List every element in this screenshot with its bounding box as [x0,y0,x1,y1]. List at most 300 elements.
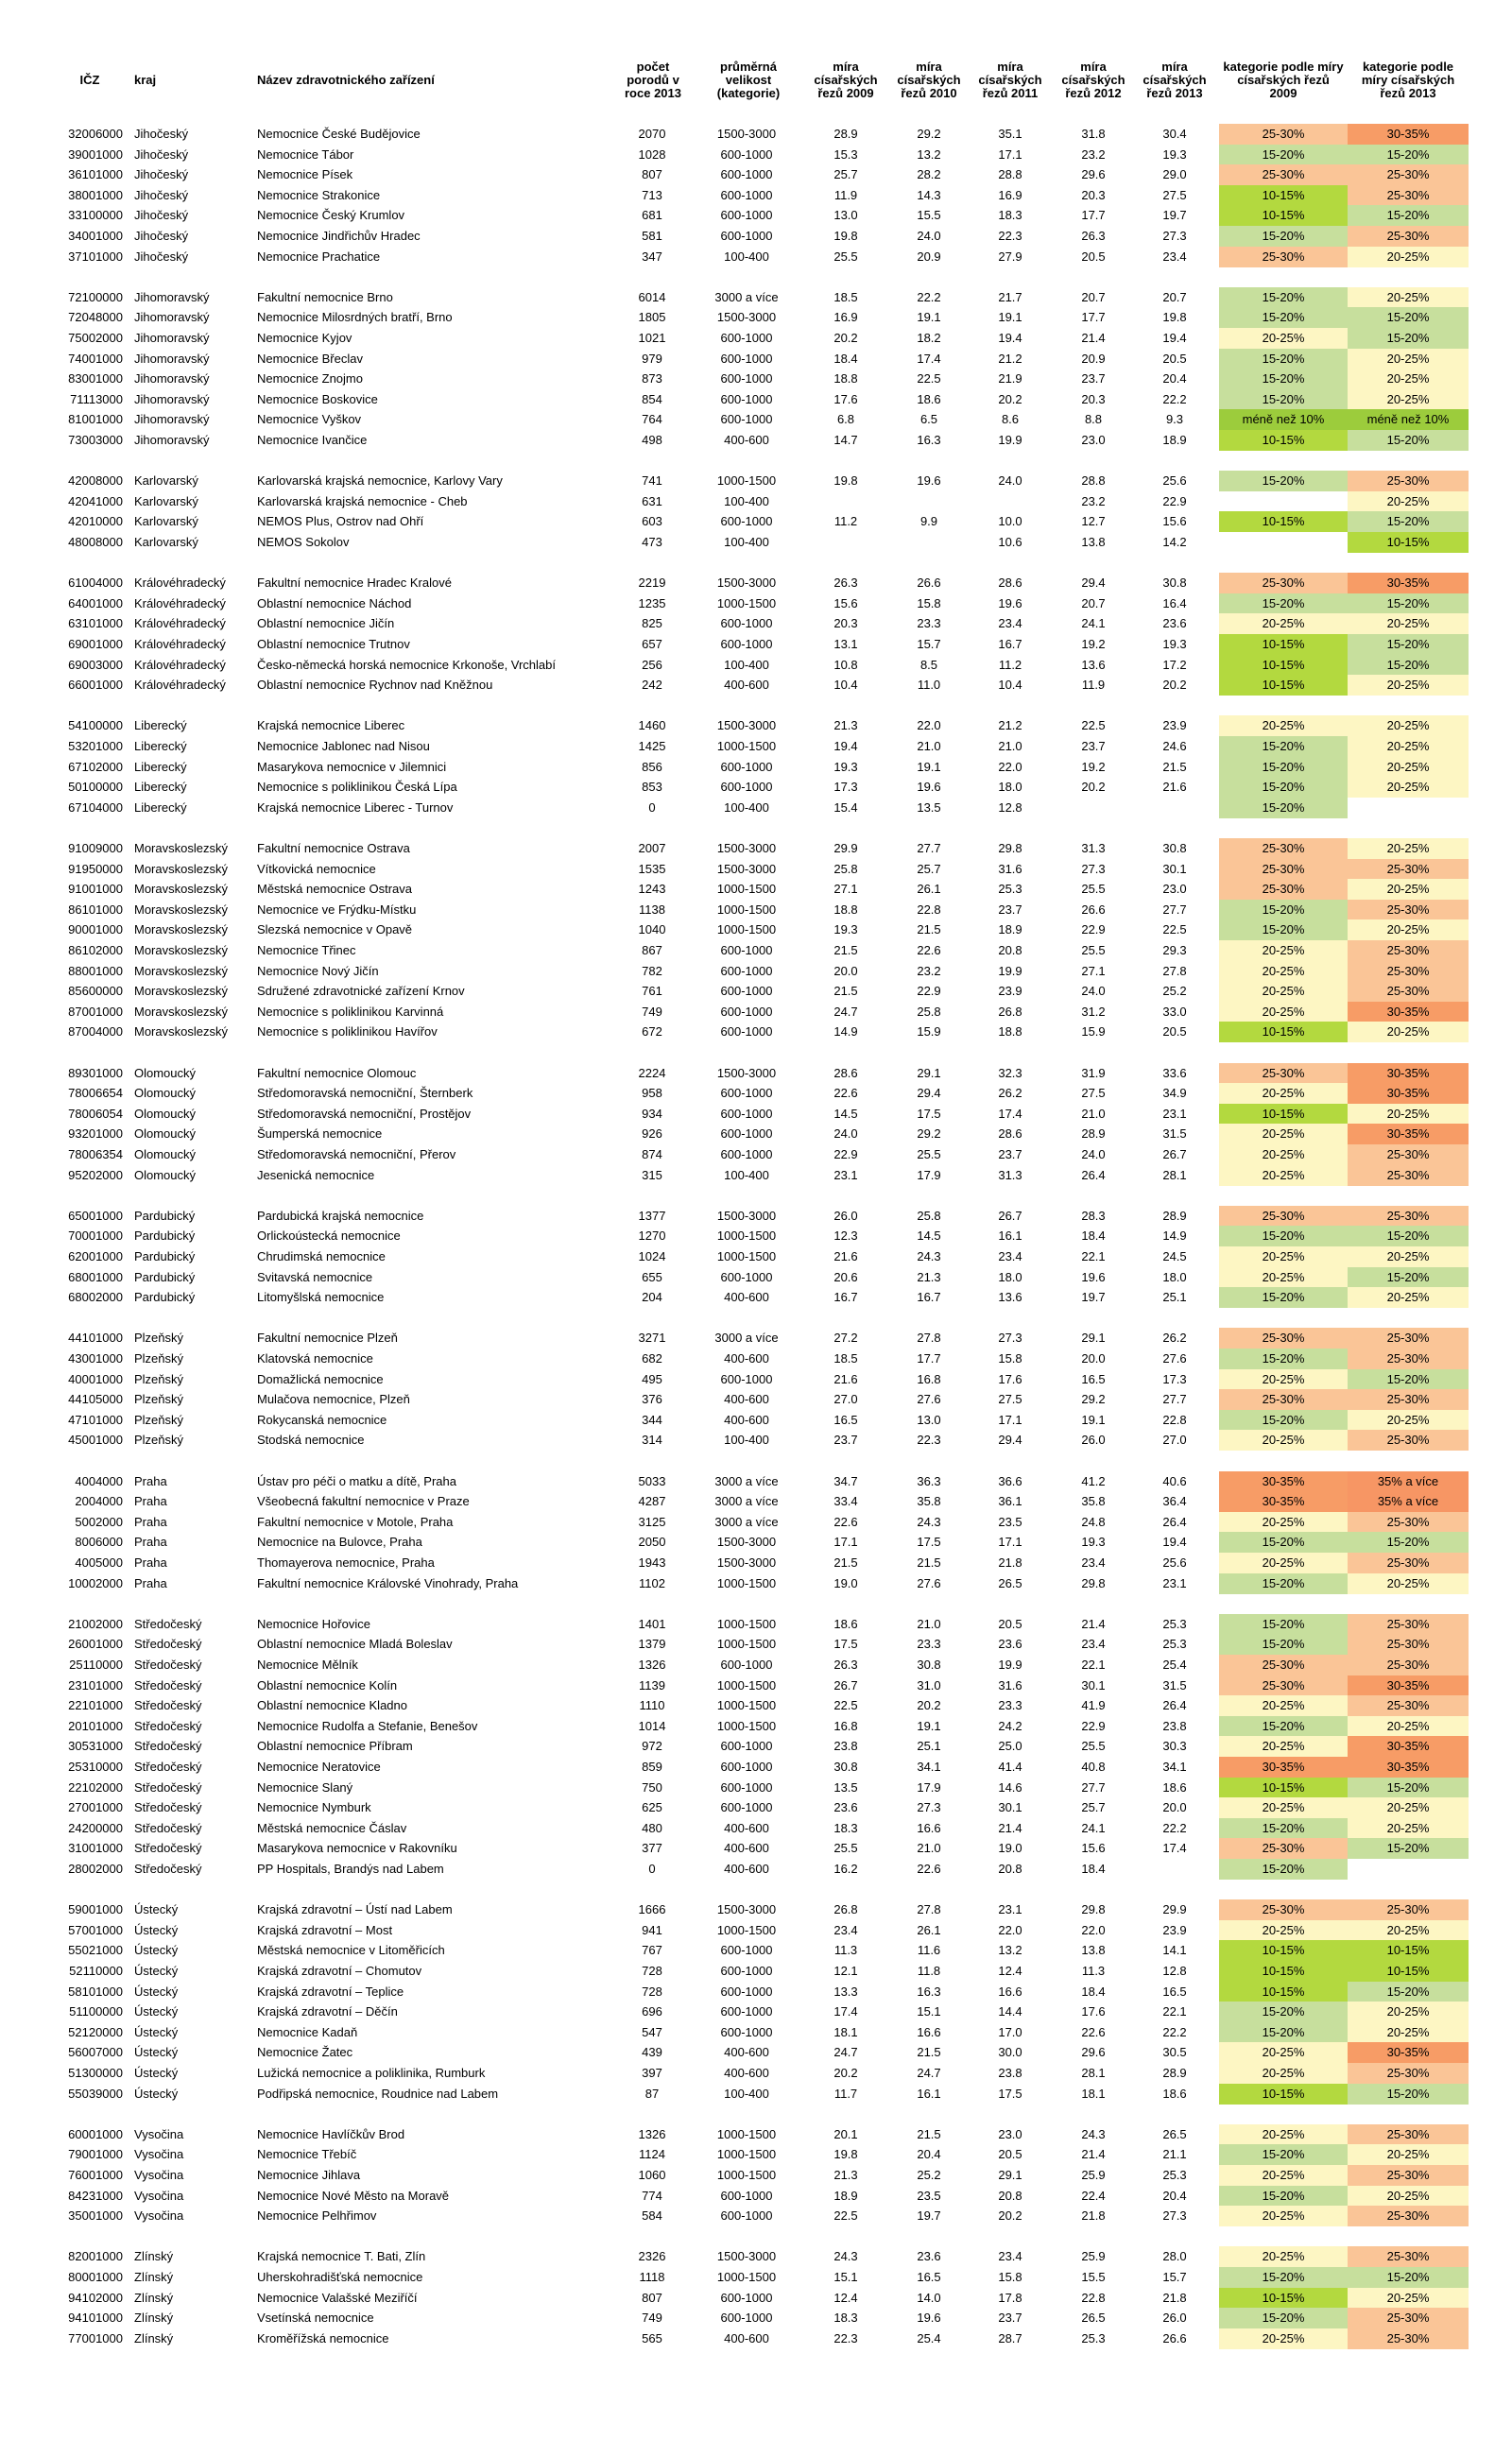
table-row [0,226,1512,247]
cell-mira-2012: 18.1 [1081,2086,1106,2101]
cell-kraj: Liberecký [134,759,187,774]
cell-kategorie-2013: 15-20% [1348,2267,1469,2288]
cell-mira-2011: 26.8 [998,1004,1022,1019]
cell-mira-2011: 23.4 [998,616,1022,631]
cell-kraj: Jihomoravský [134,371,210,387]
cell-icz: 62001000 [68,1249,123,1263]
cell-mira-2011: 36.1 [998,1494,1022,1509]
cell-kraj: Liberecký [134,780,187,795]
table-row [0,1226,1512,1246]
cell-icz: 67104000 [68,799,123,815]
cell-velikost: 1500-3000 [716,1902,777,1917]
cell-mira-2010: 35.8 [917,1494,941,1509]
cell-mira-2010: 13.0 [917,1412,941,1427]
cell-kategorie-2009: 15-20% [1219,736,1348,757]
cell-nazev: Orlickoústecká nemocnice [257,1228,401,1244]
cell-nazev: Nemocnice Znojmo [257,371,363,387]
cell-kategorie-2013: 25-30% [1348,1389,1469,1410]
cell-nazev: Nemocnice Milosrdných bratří, Brno [257,310,453,325]
table-row [0,2022,1512,2043]
cell-mira-2009: 20.0 [833,963,858,978]
cell-velikost: 600-1000 [720,1126,773,1142]
cell-kraj: Ústecký [134,2024,179,2039]
cell-nazev: Krajská zdravotní – Most [257,1922,393,1937]
cell-mira-2010: 19.7 [917,2208,941,2224]
cell-kategorie-2009: 20-25% [1219,2165,1348,2186]
cell-mira-2012: 22.1 [1081,1658,1106,1672]
cell-mira-2013: 36.4 [1162,1494,1187,1509]
cell-velikost: 3000 a více [714,1514,779,1529]
cell-icz: 88001000 [68,963,123,978]
cell-kategorie-2013: 20-25% [1348,613,1469,634]
cell-mira-2013: 23.6 [1162,616,1187,631]
cell-mira-2012: 23.0 [1081,433,1106,447]
cell-mira-2012: 26.4 [1081,1167,1106,1182]
cell-kraj: Ústecký [134,1984,179,1999]
cell-porody: 3271 [638,1331,666,1346]
cell-porody: 1014 [638,1718,666,1733]
table-row [0,328,1512,349]
cell-mira-2013: 17.3 [1162,1371,1187,1386]
cell-porody: 972 [642,1739,662,1754]
cell-kategorie-2009: 10-15% [1219,634,1348,655]
cell-nazev: Městská nemocnice v Litoměřicích [257,1943,445,1958]
cell-mira-2012: 35.8 [1081,1494,1106,1509]
cell-nazev: Oblastní nemocnice Kladno [257,1698,407,1713]
cell-mira-2012 [1056,798,1131,818]
cell-kategorie-2013: 25-30% [1348,961,1469,982]
cell-mira-2010: 30.8 [917,1658,941,1672]
cell-porody: 749 [642,2311,662,2326]
cell-mira-2012: 17.6 [1081,2004,1106,2019]
cell-velikost: 1000-1500 [716,1228,777,1244]
cell-mira-2011: 17.8 [998,2290,1022,2305]
table-row [0,1206,1512,1227]
table-row [0,777,1512,798]
cell-mira-2009: 23.8 [833,1739,858,1754]
cell-mira-2011: 20.2 [998,2208,1022,2224]
cell-nazev: Nemocnice Neratovice [257,1760,381,1774]
cell-mira-2011: 11.2 [998,657,1022,672]
cell-nazev: Oblastní nemocnice Kolín [257,1677,398,1692]
cell-mira-2012: 20.9 [1081,351,1106,366]
cell-velikost: 600-1000 [720,2024,773,2039]
cell-mira-2010: 19.6 [917,780,941,795]
cell-nazev: Stodská nemocnice [257,1433,365,1448]
cell-mira-2013: 28.1 [1162,1167,1187,1182]
cell-porody: 377 [642,1841,662,1856]
cell-mira-2011: 23.7 [998,902,1022,917]
cell-velikost: 400-600 [724,1841,769,1856]
cell-mira-2009: 6.8 [836,412,855,427]
cell-mira-2013: 26.4 [1162,1514,1187,1529]
cell-kategorie-2009: 10-15% [1219,1940,1348,1961]
cell-mira-2011: 31.3 [998,1167,1022,1182]
cell-icz: 52120000 [68,2024,123,2039]
cell-mira-2013: 31.5 [1162,1677,1187,1692]
cell-mira-2011: 23.7 [998,2311,1022,2326]
cell-kraj: Královéhradecký [134,616,226,631]
cell-mira-2012: 29.4 [1081,576,1106,591]
cell-kategorie-2013: 30-35% [1348,1002,1469,1022]
cell-mira-2009: 20.2 [833,2066,858,2080]
cell-velikost: 1500-3000 [716,1065,777,1080]
cell-mira-2009: 25.7 [833,167,858,182]
table-row [0,2002,1512,2022]
cell-nazev: Klatovská nemocnice [257,1351,373,1366]
cell-icz: 32006000 [68,127,123,141]
cell-kraj: Moravskoslezský [134,1024,228,1040]
cell-mira-2012: 20.3 [1081,391,1106,406]
table-row [0,1634,1512,1655]
cell-velikost: 600-1000 [720,1739,773,1754]
cell-mira-2013: 26.6 [1162,2330,1187,2345]
cell-mira-2012: 20.7 [1081,595,1106,610]
cell-kategorie-2013: 10-15% [1348,1940,1469,1961]
cell-nazev: Šumperská nemocnice [257,1126,383,1142]
table-row [0,1675,1512,1696]
cell-velikost: 600-1000 [720,371,773,387]
cell-nazev: Pardubická krajská nemocnice [257,1208,424,1223]
cell-kategorie-2009: 10-15% [1219,1982,1348,2002]
cell-icz: 21002000 [68,1616,123,1631]
cell-velikost: 1000-1500 [716,1922,777,1937]
cell-velikost: 100-400 [724,493,769,508]
cell-porody: 764 [642,412,662,427]
cell-nazev: Litomyšlská nemocnice [257,1290,385,1305]
cell-mira-2012: 29.6 [1081,167,1106,182]
cell-kategorie-2009: 15-20% [1219,1532,1348,1553]
table-row [0,1961,1512,1982]
cell-mira-2012: 20.5 [1081,249,1106,264]
cell-velikost: 100-400 [724,799,769,815]
cell-velikost: 400-600 [724,1862,769,1876]
cell-mira-2012: 17.7 [1081,208,1106,223]
cell-mira-2012: 25.9 [1081,2249,1106,2264]
cell-mira-2009: 33.4 [833,1494,858,1509]
table-row [0,2042,1512,2063]
cell-icz: 73003000 [68,433,123,447]
cell-kategorie-2009: 20-25% [1219,1267,1348,1288]
cell-mira-2011: 31.6 [998,1677,1022,1692]
cell-velikost: 1500-3000 [716,2249,777,2264]
cell-mira-2009: 22.3 [833,2330,858,2345]
cell-mira-2011: 20.5 [998,1616,1022,1631]
cell-mira-2009: 25.8 [833,861,858,876]
cell-icz: 95202000 [68,1167,123,1182]
cell-nazev: Nemocnice ve Frýdku-Místku [257,902,417,917]
cell-porody: 1377 [638,1208,666,1223]
cell-mira-2013: 15.7 [1162,2270,1187,2284]
cell-kategorie-2013: 20-25% [1348,349,1469,369]
cell-nazev: Nemocnice Strakonice [257,187,381,202]
cell-mira-2013: 31.5 [1162,1126,1187,1142]
cell-kategorie-2009: 15-20% [1219,1716,1348,1737]
cell-mira-2010: 14.0 [917,2290,941,2305]
cell-nazev: Městská nemocnice Ostrava [257,882,413,897]
cell-porody: 2070 [638,127,666,141]
cell-kraj: Ústecký [134,1943,179,1958]
cell-mira-2013: 27.7 [1162,1392,1187,1407]
cell-icz: 60001000 [68,2126,123,2141]
cell-mira-2012: 26.0 [1081,1433,1106,1448]
cell-kategorie-2013: 30-35% [1348,1757,1469,1778]
cell-velikost: 600-1000 [720,1760,773,1774]
cell-kraj: Středočeský [134,1616,202,1631]
cell-velikost: 1000-1500 [716,902,777,917]
cell-nazev: Nemocnice Jihlava [257,2168,361,2182]
cell-velikost: 600-1000 [720,637,773,651]
cell-kraj: Středočeský [134,1677,202,1692]
table-row [0,1797,1512,1818]
cell-kraj: Moravskoslezský [134,943,228,957]
cell-icz: 25310000 [68,1760,123,1774]
cell-mira-2011: 26.2 [998,1086,1022,1101]
table-row [0,1940,1512,1961]
table-row [0,634,1512,655]
cell-mira-2011: 17.1 [998,1535,1022,1550]
cell-mira-2013: 18.6 [1162,1779,1187,1795]
cell-mira-2009: 18.3 [833,1820,858,1835]
cell-porody: 854 [642,391,662,406]
cell-mira-2012: 27.3 [1081,861,1106,876]
cell-mira-2011: 30.0 [998,2045,1022,2060]
cell-mira-2013: 30.4 [1162,127,1187,141]
cell-porody: 856 [642,759,662,774]
cell-kategorie-2013: 35% a více [1348,1471,1469,1492]
cell-kategorie-2013: 20-25% [1348,879,1469,900]
table-row [0,961,1512,982]
cell-mira-2013: 23.4 [1162,249,1187,264]
cell-mira-2011: 18.0 [998,1269,1022,1284]
cell-kategorie-2013: 20-25% [1348,757,1469,778]
cell-mira-2009: 18.8 [833,371,858,387]
cell-kategorie-2009: 25-30% [1219,573,1348,593]
cell-kategorie-2013: 25-30% [1348,1634,1469,1655]
cell-nazev: Oblastní nemocnice Příbram [257,1739,413,1754]
cell-kategorie-2009: 15-20% [1219,287,1348,308]
cell-mira-2013: 34.9 [1162,1086,1187,1101]
cell-kategorie-2009: 25-30% [1219,247,1348,267]
cell-kraj: Plzeňský [134,1433,184,1448]
cell-mira-2013: 17.2 [1162,657,1187,672]
cell-kategorie-2013: 15-20% [1348,1226,1469,1246]
cell-mira-2009: 17.3 [833,780,858,795]
cell-mira-2013: 28.9 [1162,2066,1187,2080]
cell-velikost: 1500-3000 [716,1535,777,1550]
cell-porody: 1270 [638,1228,666,1244]
cell-mira-2013: 26.0 [1162,2311,1187,2326]
cell-nazev: Česko-německá horská nemocnice Krkonoše, Vrchlabí [257,657,556,672]
cell-mira-2009: 18.5 [833,1351,858,1366]
cell-mira-2012: 23.4 [1081,1555,1106,1570]
cell-icz: 72100000 [68,289,123,304]
cell-kategorie-2009: 10-15% [1219,655,1348,676]
cell-mira-2011: 23.3 [998,1698,1022,1713]
cell-mira-2013: 25.3 [1162,2168,1187,2182]
cell-mira-2013: 30.1 [1162,861,1187,876]
cell-kategorie-2013: 25-30% [1348,2308,1469,2328]
cell-mira-2012: 30.1 [1081,1677,1106,1692]
cell-kategorie-2009: 20-25% [1219,1246,1348,1267]
cell-icz: 22102000 [68,1779,123,1795]
cell-kategorie-2013: 15-20% [1348,328,1469,349]
cell-mira-2009: 11.3 [833,1943,858,1958]
cell-icz: 35001000 [68,2208,123,2224]
table-row [0,1512,1512,1533]
cell-kategorie-2009: 15-20% [1219,1818,1348,1839]
cell-kategorie-2009: 25-30% [1219,1655,1348,1675]
cell-mira-2013: 21.6 [1162,780,1187,795]
table-row [0,1553,1512,1573]
cell-icz: 20101000 [68,1718,123,1733]
cell-mira-2013: 27.7 [1162,902,1187,917]
cell-velikost: 400-600 [724,1412,769,1427]
cell-mira-2010: 16.8 [917,1371,941,1386]
cell-mira-2012: 17.7 [1081,310,1106,325]
cell-mira-2012: 13.8 [1081,535,1106,549]
cell-porody: 1110 [639,1698,665,1713]
cell-mira-2010: 29.1 [917,1065,941,1080]
cell-kategorie-2013: 25-30% [1348,1165,1469,1186]
cell-mira-2013: 27.0 [1162,1433,1187,1448]
cell-mira-2010: 11.6 [917,1943,941,1958]
cell-kraj: Středočeský [134,1658,202,1672]
cell-mira-2011: 13.2 [998,1943,1022,1958]
cell-velikost: 600-1000 [720,963,773,978]
cell-mira-2010: 24.7 [917,2066,941,2080]
cell-kategorie-2013: 20-25% [1348,675,1469,696]
cell-mira-2009: 20.2 [833,331,858,345]
cell-velikost: 600-1000 [720,351,773,366]
cell-mira-2010: 8.5 [919,657,938,672]
cell-kraj: Zlínský [134,2330,174,2345]
cell-icz: 87004000 [68,1024,123,1040]
cell-porody: 728 [642,1964,662,1978]
cell-mira-2011: 16.1 [998,1228,1022,1244]
cell-mira-2011: 41.4 [998,1760,1022,1774]
table-row [0,1022,1512,1042]
cell-velikost: 1500-3000 [716,861,777,876]
cell-mira-2009: 19.0 [833,1575,858,1590]
cell-porody: 603 [642,514,662,529]
cell-kategorie-2009: 15-20% [1219,1349,1348,1369]
cell-porody: 1326 [638,2126,666,2141]
table-row [0,1063,1512,1084]
cell-mira-2010: 18.2 [917,331,941,345]
cell-nazev: Krajská zdravotní – Teplice [257,1984,404,1999]
cell-mira-2011: 19.9 [998,1658,1022,1672]
cell-kraj: Vysočina [134,2208,184,2224]
cell-icz: 50100000 [68,780,123,795]
cell-kategorie-2013: 25-30% [1348,859,1469,880]
cell-icz: 63101000 [68,616,123,631]
cell-mira-2011: 19.9 [998,433,1022,447]
cell-mira-2011: 29.1 [998,2168,1022,2182]
cell-nazev: Fakultní nemocnice Ostrava [257,841,410,855]
table-row [0,919,1512,940]
cell-velikost: 1000-1500 [716,1677,777,1692]
table-row [0,471,1512,491]
cell-kategorie-2013: 25-30% [1348,185,1469,206]
cell-kraj: Moravskoslezský [134,841,228,855]
table-row [0,369,1512,389]
cell-mira-2012: 20.3 [1081,187,1106,202]
cell-kraj: Ústecký [134,1922,179,1937]
cell-kategorie-2009: 15-20% [1219,1634,1348,1655]
cell-mira-2011: 26.7 [998,1208,1022,1223]
cell-mira-2009: 24.7 [833,1004,858,1019]
cell-kraj: Jihomoravský [134,310,210,325]
cell-icz: 53201000 [68,739,123,753]
cell-icz: 24200000 [68,1820,123,1835]
table-row [0,1246,1512,1267]
cell-mira-2012: 15.9 [1081,1024,1106,1040]
cell-mira-2013: 15.6 [1162,514,1187,529]
table-row [0,981,1512,1002]
cell-nazev: Nemocnice České Budějovice [257,127,421,141]
cell-velikost: 100-400 [724,657,769,672]
cell-mira-2009: 16.7 [833,1290,858,1305]
header-mira-2009: míra císařských řezů 2009 [814,60,878,100]
cell-kategorie-2009: 25-30% [1219,879,1348,900]
cell-kraj: Moravskoslezský [134,861,228,876]
cell-mira-2011: 23.7 [998,1147,1022,1161]
cell-nazev: Nemocnice Žatec [257,2045,353,2060]
cell-kategorie-2009: 25-30% [1219,1328,1348,1349]
cell-porody: 6014 [638,289,666,304]
cell-mira-2009: 30.8 [833,1760,858,1774]
cell-nazev: Fakultní nemocnice Olomouc [257,1065,417,1080]
cell-mira-2010: 15.1 [917,2004,941,2019]
cell-kraj: Liberecký [134,739,187,753]
cell-velikost: 100-400 [724,2086,769,2101]
cell-mira-2009: 18.6 [833,1616,858,1631]
cell-porody: 873 [642,371,662,387]
cell-mira-2010: 22.3 [917,1433,941,1448]
table-row [0,1287,1512,1308]
cell-porody: 314 [642,1433,662,1448]
cell-kategorie-2013: 30-35% [1348,1083,1469,1104]
cell-mira-2013: 29.3 [1162,943,1187,957]
cell-velikost: 1500-3000 [716,841,777,855]
cell-kategorie-2009: 20-25% [1219,1736,1348,1757]
cell-kategorie-2013: 25-30% [1348,2124,1469,2145]
cell-mira-2011 [972,491,1048,512]
cell-icz: 81001000 [68,412,123,427]
header-kraj: kraj [134,73,157,87]
cell-icz: 54100000 [68,718,123,733]
cell-mira-2013: 23.1 [1162,1106,1187,1121]
cell-mira-2010: 20.4 [917,2147,941,2162]
cell-mira-2013: 22.2 [1162,391,1187,406]
cell-nazev: Středomoravská nemocniční, Prostějov [257,1106,472,1121]
cell-porody: 2224 [638,1065,666,1080]
cell-porody: 1805 [638,310,666,325]
cell-velikost: 600-1000 [720,616,773,631]
cell-velikost: 600-1000 [720,1147,773,1161]
cell-porody: 242 [642,678,662,693]
cell-velikost: 600-1000 [720,1964,773,1978]
cell-mira-2012: 15.5 [1081,2270,1106,2284]
cell-mira-2010: 15.8 [917,595,941,610]
cell-mira-2009: 21.5 [833,1555,858,1570]
table-row [0,2246,1512,2267]
cell-velikost: 600-1000 [720,1004,773,1019]
cell-mira-2009: 17.5 [833,1637,858,1652]
cell-kategorie-2013: 20-25% [1348,1818,1469,1839]
cell-icz: 51100000 [69,2004,123,2019]
